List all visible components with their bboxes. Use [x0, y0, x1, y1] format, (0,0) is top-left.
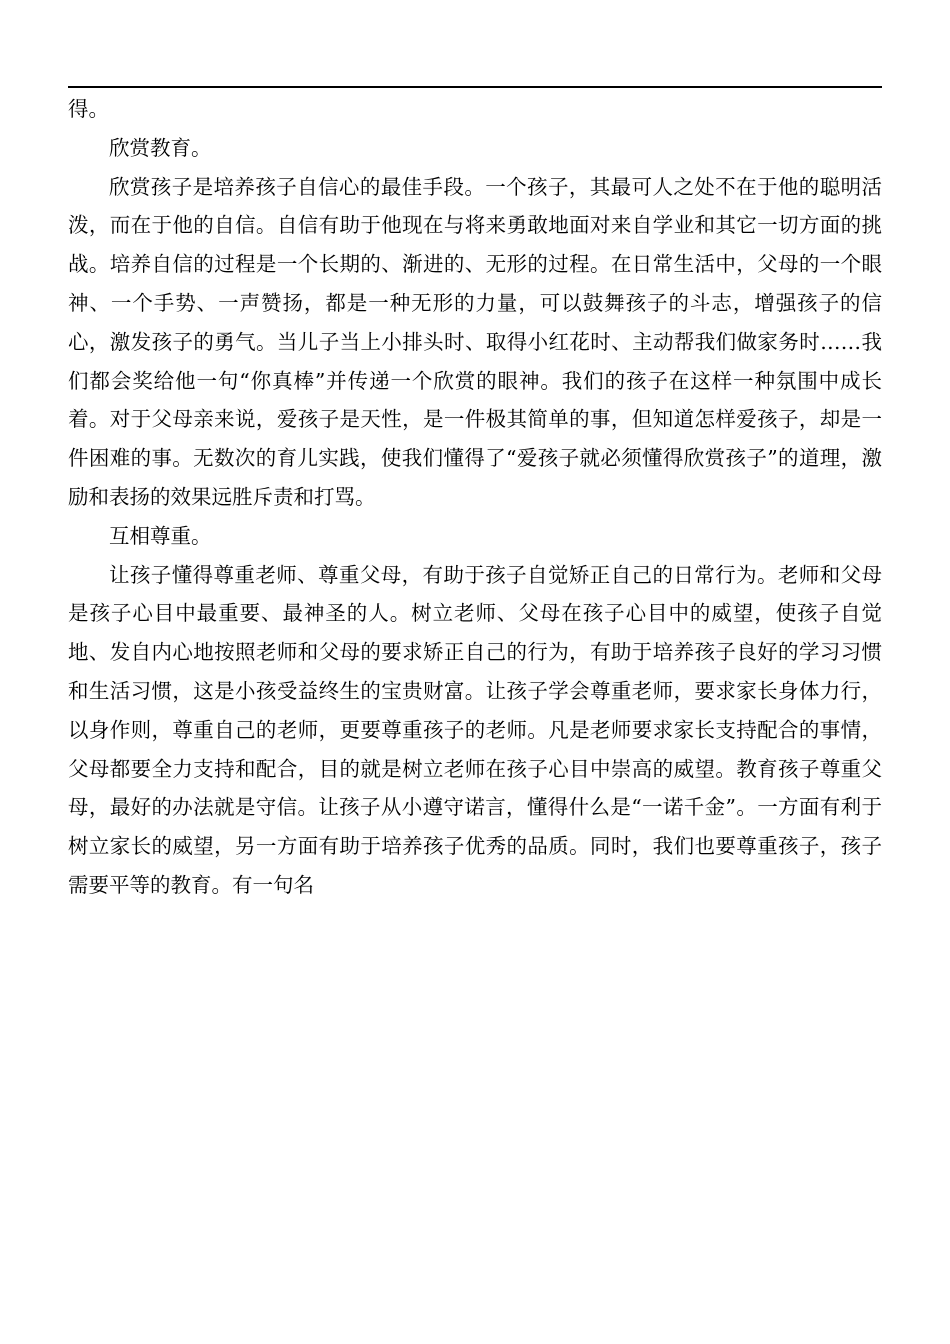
header-rule [68, 86, 882, 88]
section-heading-mutual-respect: 互相尊重。 [109, 523, 212, 548]
section-heading-appreciation-education: 欣赏教育。 [109, 135, 212, 160]
document-body [68, 90, 882, 905]
paragraph-continuation: 得。 [68, 97, 109, 121]
paragraph-appreciation: 欣赏孩子是培养孩子自信心的最佳手段。一个孩子，其最可人之处不在于他的聪明活泼，而在于他的自信。自信有助于他现在与将来勇敢地面对来自学业和其它一切方面的挑战。培养自信的过程是一个长期的、渐进的、无形的过程。在日常生活中，父母的一个眼神、一个手势、一声赞扬，都是一种无形的力量，可以鼓舞孩子的斗志，增强孩子的信心，激发孩子的勇气。当儿子当上小排头时、取得小红花时、主动帮我们做家务时……我们都会奖给他一句“你真棒”并传递一个欣赏的眼神。我们的孩子在这样一种氛围中成长着。对于父母亲来说，爱孩子是天性，是一件极其简单的事，但知道怎样爱孩子，却是一件困难的事。无数次的育儿实践，使我们懂得了“爱孩子就必须懂得欣赏孩子”的道理，激励和表扬的效果远胜斥责和打骂。 [68, 174, 882, 509]
paragraph-respect: 让孩子懂得尊重老师、尊重父母，有助于孩子自觉矫正自己的日常行为。老师和父母是孩子心目中最重要、最神圣的人。树立老师、父母在孩子心目中的威望，使孩子自觉地、发自内心地按照老师和父母的要求矫正自己的行为，有助于培养孩子良好的学习习惯和生活习惯，这是小孩受益终生的宝贵财富。让孩子学会尊重老师，要求家长身体力行，以身作则，尊重自己的老师，更要尊重孩子的老师。凡是老师要求家长支持配合的事情，父母都要全力支持和配合，目的就是树立老师在孩子心目中崇高的威望。教育孩子尊重父母，最好的办法就是守信。让孩子从小遵守诺言，懂得什么是“一诺千金”。一方面有利于树立家长的威望，另一方面有助于培养孩子优秀的品质。同时，我们也要尊重孩子，孩子需要平等的教育。有一句名 [68, 562, 882, 897]
